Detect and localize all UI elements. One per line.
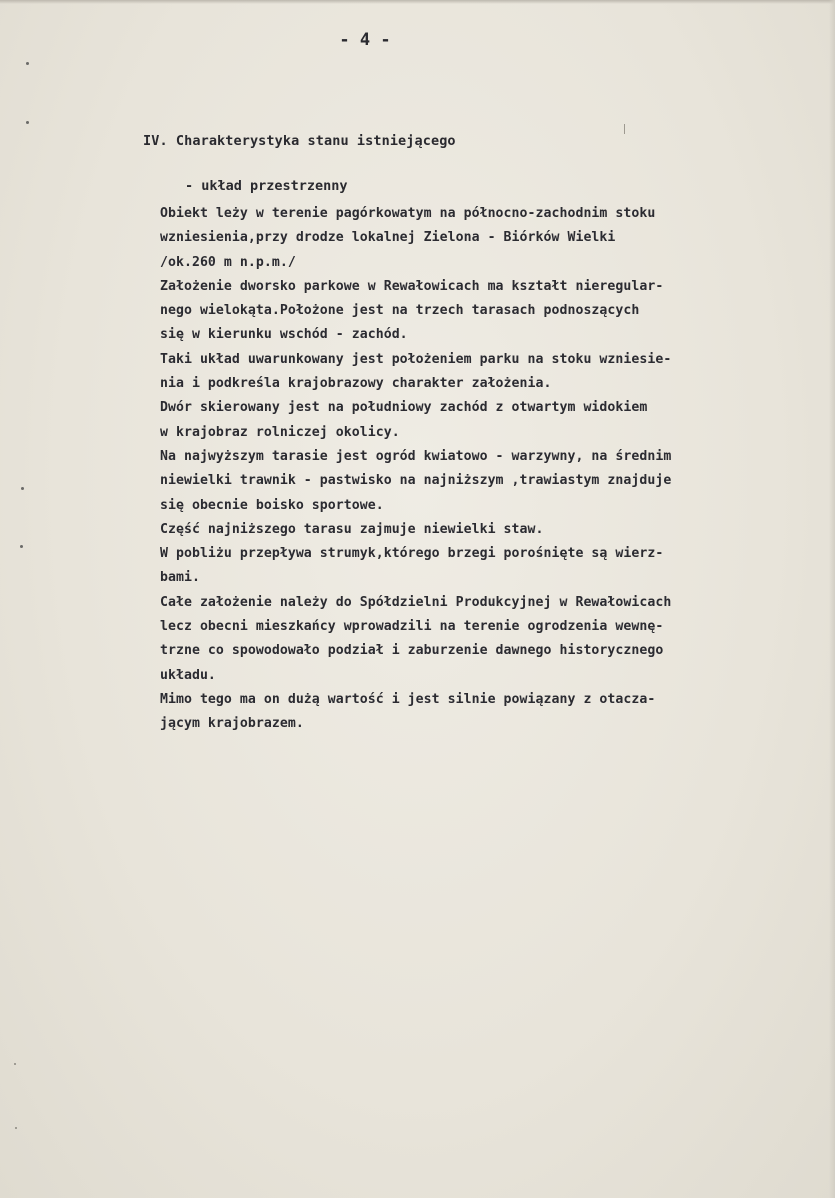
section-subheading: - układ przestrzenny (185, 178, 348, 194)
text-line: trzne co spowodowało podział i zaburzenie dawnego historycznego (160, 643, 664, 659)
text-line: bami. (160, 570, 200, 586)
margin-speck (14, 1063, 16, 1065)
text-line: nego wielokąta.Położone jest na trzech tarasach podnoszących (160, 303, 640, 319)
text-line: niewielki trawnik - pastwisko na najniższym ,trawiastym znajduje (160, 473, 672, 489)
text-line: lecz obecni mieszkańcy wprowadzili na terenie ogrodzenia wewnę- (160, 619, 664, 635)
text-line: Część najniższego tarasu zajmuje niewielki staw. (160, 521, 544, 537)
text-line: Dwór skierowany jest na południowy zachód z otwartym widokiem (160, 400, 648, 416)
section-heading: IV. Charakterystyka stanu istniejącego (143, 133, 456, 149)
text-line: Taki układ uwarunkowany jest położeniem parku na stoku wzniesie- (160, 351, 672, 367)
text-line: Obiekt leży w terenie pagórkowatym na północno-zachodnim stoku (160, 206, 656, 221)
margin-dot (26, 62, 29, 65)
text-line: Całe założenie należy do Spółdzielni Produkcyjnej w Rewałowicach (160, 594, 672, 610)
text-line: Założenie dworsko parkowe w Rewałowicach ma kształt nieregular- (160, 278, 664, 294)
page-number: - 4 - (339, 30, 391, 50)
text-line: wzniesienia,przy drodze lokalnej Zielona - Biórków Wielki (160, 230, 616, 246)
text-line: się obecnie boisko sportowe. (160, 497, 384, 513)
text-line: nia i podkreśla krajobrazowy charakter założenia. (160, 376, 552, 392)
text-line: w krajobraz rolniczej okolicy. (160, 424, 400, 440)
text-line: W pobliżu przepływa strumyk,którego brzegi porośnięte są wierz- (160, 546, 664, 562)
page-top-shadow (0, 0, 835, 4)
margin-dot (21, 487, 24, 490)
text-line: Mimo tego ma on dużą wartość i jest silnie powiązany z otacza- (160, 691, 656, 707)
margin-dot (26, 121, 29, 124)
text-line: /ok.260 m n.p.m./ (160, 254, 296, 270)
body-text (160, 202, 830, 737)
text-line: układu. (160, 667, 216, 683)
paper-mark (624, 124, 625, 134)
text-line: się w kierunku wschód - zachód. (160, 327, 408, 343)
margin-dot (20, 545, 23, 548)
margin-speck (15, 1127, 17, 1129)
text-line: Na najwyższym tarasie jest ogród kwiatowo - warzywny, na średnim (160, 448, 672, 464)
text-line: jącym krajobrazem. (160, 716, 304, 732)
